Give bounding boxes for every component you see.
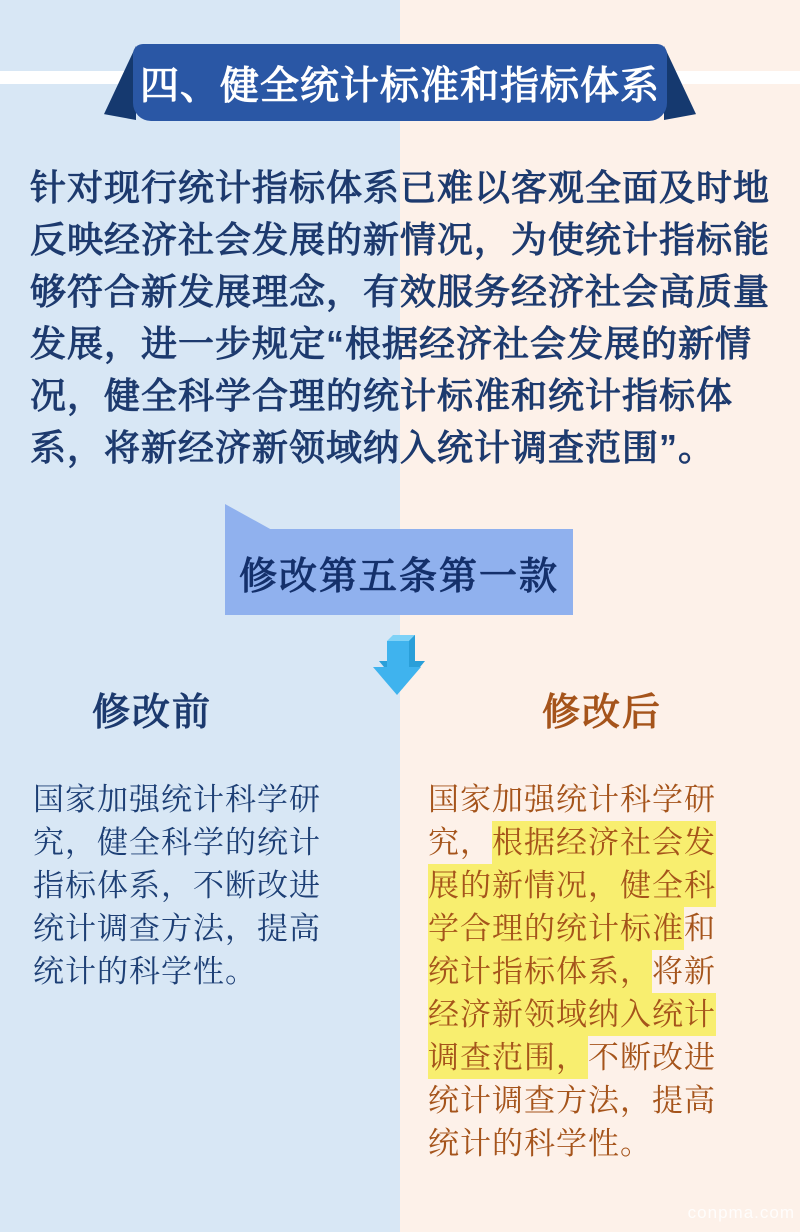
after-heading: 修改后 [542, 692, 663, 734]
highlighted-text: 健全科 [620, 864, 716, 907]
amendment-callout-label: 修改第五条第一款 [238, 555, 559, 598]
text-line [30, 422, 778, 474]
text-line [428, 864, 773, 907]
before-text [33, 778, 378, 993]
text-segment: 国家加强统计科学研 [33, 782, 321, 817]
text-segment: 究，健全科学的统计 [33, 825, 321, 860]
text-segment: 够符合新发展理念，有效服务经济社会高质量 [30, 271, 771, 312]
text-line [428, 950, 773, 993]
amendment-callout [225, 529, 573, 615]
text-segment: 将新 [652, 954, 716, 989]
down-arrow-icon [371, 631, 427, 704]
section-title: 四、健全统计标准和指标体系 [139, 64, 660, 108]
text-line [428, 1036, 773, 1079]
text-line [30, 266, 778, 318]
highlighted-text: 学合理的统计标准 [428, 907, 684, 950]
text-segment: 系，将新经济新领域纳入统计调查范围”。 [30, 427, 716, 468]
before-heading: 修改前 [92, 692, 213, 734]
text-segment: 况，健全科学合理的统计标准和统计指标体 [30, 375, 734, 416]
text-segment: 和 [684, 911, 716, 946]
text-segment: 针对现行统计指标体系已难以客观全面及时地 [30, 167, 771, 208]
text-segment: 国家加强统计科学研 [428, 782, 716, 817]
text-line [33, 950, 378, 993]
section-title-banner [133, 44, 667, 121]
text-line [33, 778, 378, 821]
text-segment: 反映经济社会发展的新情况，为使统计指标能 [30, 219, 771, 260]
text-segment: 发展，进一步规定“根据经济社会发展的新情 [30, 323, 753, 364]
text-line [33, 907, 378, 950]
highlighted-text: 调查范围， [428, 1036, 588, 1079]
text-segment: 指标体系，不断改进 [33, 868, 321, 903]
highlighted-text: 经济新领域纳入统计 [428, 993, 716, 1036]
text-line [428, 1122, 773, 1165]
text-line [30, 214, 778, 266]
after-text [428, 778, 773, 1165]
text-line [30, 370, 778, 422]
text-segment: 统计的科学性。 [33, 954, 257, 989]
highlighted-text: 统计指标体系， [428, 950, 652, 993]
text-line [33, 821, 378, 864]
text-line [33, 864, 378, 907]
text-line [30, 162, 778, 214]
text-segment: 统计的科学性。 [428, 1126, 652, 1161]
text-segment: 统计调查方法，提高 [33, 911, 321, 946]
text-line [30, 318, 778, 370]
text-line [428, 993, 773, 1036]
text-line [428, 778, 773, 821]
text-line [428, 1079, 773, 1122]
highlighted-text: 根据经济社会发 [492, 821, 716, 864]
text-segment: 统计调查方法，提高 [428, 1083, 716, 1118]
text-line [428, 907, 773, 950]
text-segment: 不断改进 [588, 1040, 716, 1075]
highlighted-text: 展的新情况， [428, 864, 620, 907]
text-line [428, 821, 773, 864]
intro-paragraph [30, 162, 778, 474]
watermark: conpma.com [687, 1203, 795, 1222]
text-segment: 究， [428, 825, 492, 860]
